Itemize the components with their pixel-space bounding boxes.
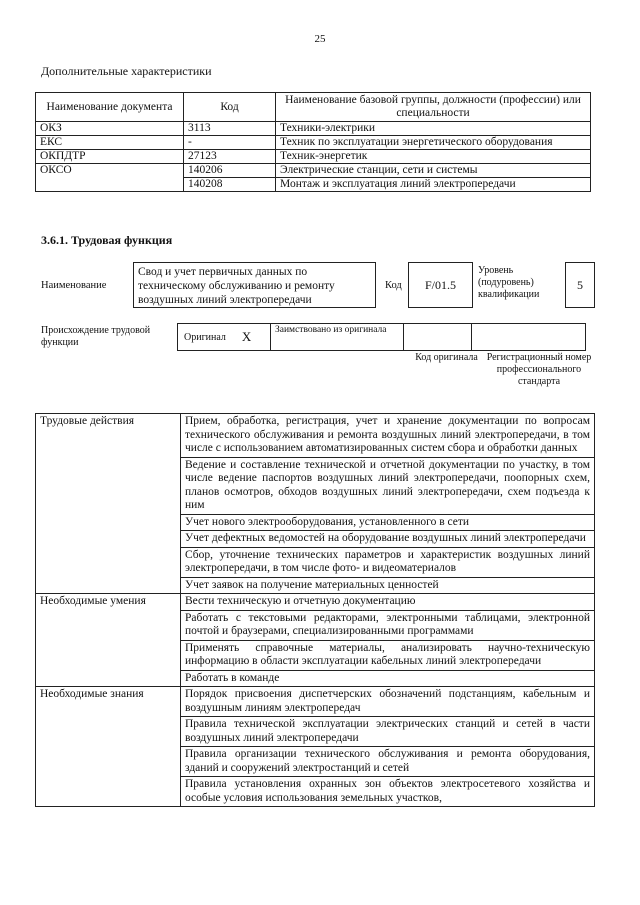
table-row: [36, 594, 595, 611]
row-doc: ОКСО: [36, 164, 184, 192]
list-item: Применять справочные материалы, анализировать научно-техническую информацию в области эксплуатации кабельных линий электропередачи: [181, 640, 595, 670]
row-doc: ОКЗ: [36, 122, 184, 136]
list-item: Прием, обработка, регистрация, учет и хранение документации по вопросам технического обслуживания и ремонта воздушных линий электропередачи, в том числе с использованием автоматизированных систем сбора и обработки данных: [181, 414, 595, 458]
header-name: Наименование базовой группы, должности (профессии) или специальности: [276, 93, 591, 122]
code-original-cell: [403, 323, 472, 351]
classifiers-table: [35, 92, 591, 192]
list-item: Ведение и составление технической и отчетной документации по участку, в том числе ведение паспортов воздушных линий электропередачи, поопорных схем, планов осмотров, обходов воздушных линий электропередачи, схем подъезда к ним: [181, 457, 595, 514]
list-item: Работать с текстовыми редакторами, электронными таблицами, электронной почтой и браузерами, специализированными программами: [181, 610, 595, 640]
row-name: Монтаж и эксплуатация линий электропередачи: [276, 178, 591, 192]
row-name: Техник по эксплуатации энергетического оборудования: [276, 136, 591, 150]
category-labor-actions: Трудовые действия: [36, 414, 181, 594]
list-item: Учет заявок на получение материальных ценностей: [181, 577, 595, 594]
header-code: Код: [184, 93, 276, 122]
list-item: Правила установления охранных зон объектов электросетевого хозяйства и особые условия использования земельных участков,: [181, 777, 595, 807]
section-title: Дополнительные характеристики: [41, 64, 212, 78]
classifiers-header-row: [36, 93, 591, 122]
row-code: -: [184, 136, 276, 150]
list-item: Вести техническую и отчетную документацию: [181, 594, 595, 611]
table-row: [36, 150, 591, 164]
row-code: 3113: [184, 122, 276, 136]
table-row: [36, 414, 595, 458]
table-row: [36, 164, 591, 178]
header-document: Наименование документа: [36, 93, 184, 122]
row-code: 27123: [184, 150, 276, 164]
row-name: Электрические станции, сети и системы: [276, 164, 591, 178]
category-skills: Необходимые умения: [36, 594, 181, 687]
reg-number-label: Регистрационный номер профессионального стандарта: [486, 352, 592, 387]
function-heading: 3.6.1. Трудовая функция: [41, 233, 173, 247]
list-item: Работать в команде: [181, 670, 595, 687]
list-item: Учет дефектных ведомостей на оборудование воздушных линий электропередачи: [181, 531, 595, 548]
list-item: Порядок присвоения диспетчерских обозначений подстанциям, кабельным и воздушным линиям электропередач: [181, 687, 595, 717]
code-original-label: Код оригинала: [415, 352, 478, 363]
code-label: Код: [385, 280, 402, 291]
row-code: 140208: [184, 178, 276, 192]
level-box: 5: [565, 262, 595, 308]
details-table: [35, 413, 595, 807]
original-mark: X: [241, 329, 252, 344]
origin-row: [177, 323, 586, 351]
row-name: Техник-энергетик: [276, 150, 591, 164]
origin-label: Происхождение трудовой функции: [41, 325, 151, 348]
original-cell: [177, 323, 271, 351]
category-knowledge: Необходимые знания: [36, 687, 181, 807]
borrowed-cell: Заимствовано из оригинала: [270, 323, 404, 351]
table-row: [36, 122, 591, 136]
table-row: [36, 687, 595, 717]
row-doc: ЕКС: [36, 136, 184, 150]
row-doc: ОКПДТР: [36, 150, 184, 164]
row-name: Техники-электрики: [276, 122, 591, 136]
level-label: Уровень (подуровень) квалификации: [478, 265, 540, 300]
list-item: Сбор, уточнение технических параметров и характеристик воздушных линий электропередачи, в том числе фото- и видеоматериалов: [181, 547, 595, 577]
name-label: Наименование: [41, 280, 107, 291]
list-item: Правила технической эксплуатации электрических станций и сетей в части воздушных линий электропередачи: [181, 717, 595, 747]
function-code-box: F/01.5: [408, 262, 473, 308]
list-item: Правила организации технического обслуживания и ремонта оборудования, зданий и сооружений электростанций и сетей: [181, 747, 595, 777]
function-name-box: Свод и учет первичных данных по техническому обслуживанию и ремонту воздушных линий электропередачи: [133, 262, 376, 308]
original-label: Оригинал: [184, 331, 226, 343]
row-code: 140206: [184, 164, 276, 178]
list-item: Учет нового электрооборудования, установленного в сети: [181, 514, 595, 531]
table-row: [36, 136, 591, 150]
page-number: 25: [314, 33, 326, 45]
reg-number-cell: [471, 323, 586, 351]
